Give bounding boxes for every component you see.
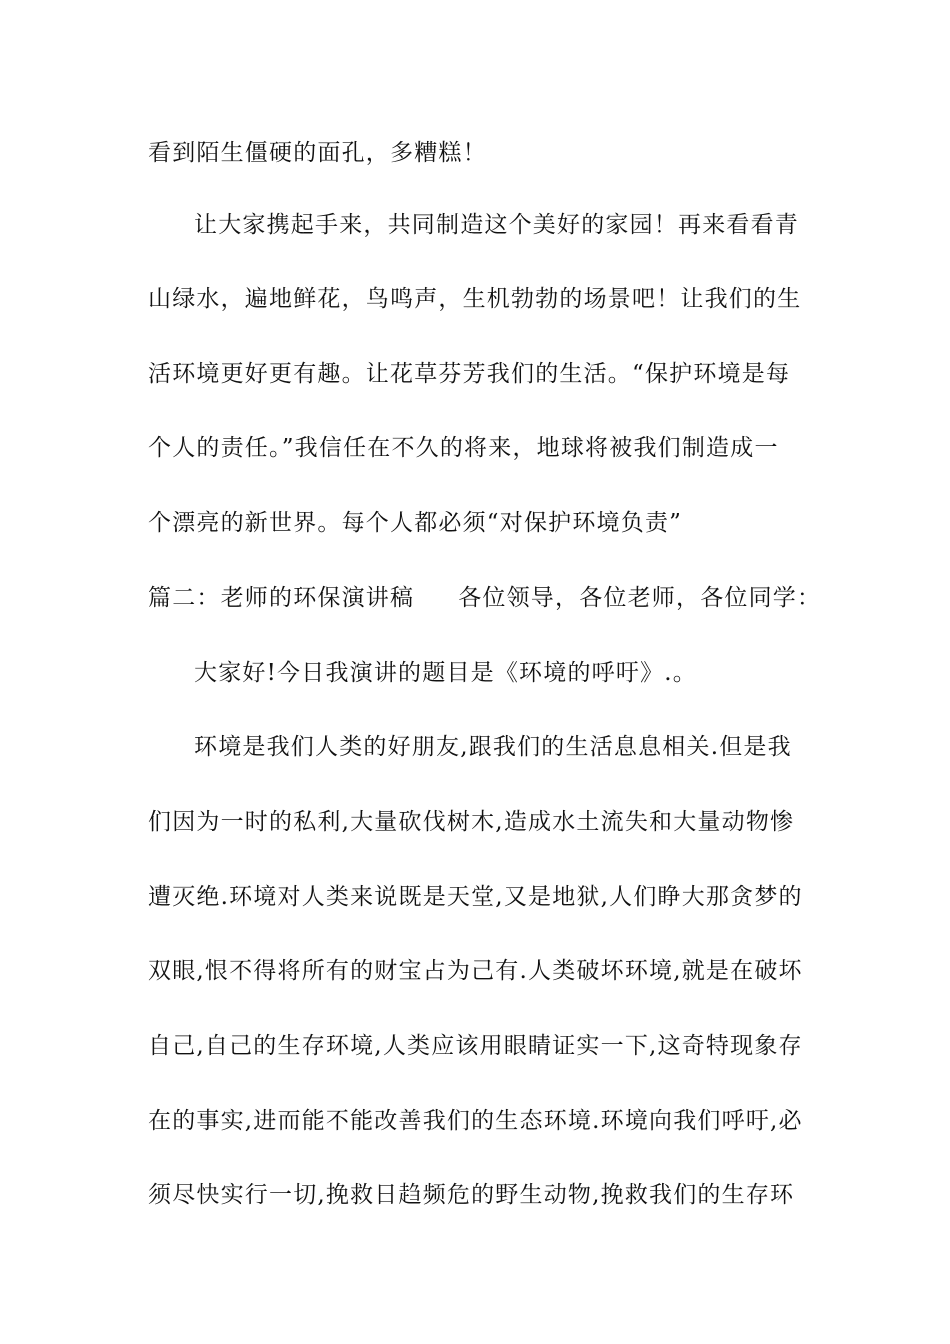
text-line-3: 山绿水，遍地鲜花，鸟鸣声，生机勃勃的场景吧！让我们的生 xyxy=(148,286,802,312)
text-line-2: 让大家携起手来，共同制造这个美好的家园！再来看看青 xyxy=(194,212,799,238)
text-line-14: 在的事实,进而能不能改善我们的生态环境.环境向我们呼吁,必 xyxy=(148,1108,803,1134)
section-title: 篇二：老师的环保演讲稿 xyxy=(148,585,415,611)
section-heading xyxy=(148,583,822,613)
text-line-5: 个人的责任。”我信任在不久的将来，地球将被我们制造成一 xyxy=(148,435,779,461)
text-line-10: 们因为一时的私利,大量砍伐树木,造成水土流失和大量动物惨 xyxy=(148,809,795,835)
text-line-12: 双眼,恨不得将所有的财宝占为己有.人类破坏环境,就是在破坏 xyxy=(148,958,803,984)
text-line-9: 环境是我们人类的好朋友,跟我们的生活息息相关.但是我 xyxy=(194,734,792,760)
text-line-15: 须尽快实行一切,挽救日趋频危的野生动物,挽救我们的生存环 xyxy=(148,1182,795,1208)
text-line-4: 活环境更好更有趣。让花草芬芳我们的生活。“保护环境是每 xyxy=(148,361,791,387)
text-line-8: 大家好!今日我演讲的题目是《环境的呼吁》.。 xyxy=(194,660,697,686)
text-line-1: 看到陌生僵硬的面孔，多糟糕！ xyxy=(148,140,487,166)
text-line-6: 个漂亮的新世界。每个人都必须“对保护环境负责” xyxy=(148,510,683,536)
text-line-11: 遭灭绝.环境对人类来说既是天堂,又是地狱,人们睁大那贪梦的 xyxy=(148,884,803,910)
salutation: 各位领导，各位老师，各位同学： xyxy=(458,585,822,611)
text-line-13: 自己,自己的生存环境,人类应该用眼睛证实一下,这奇特现象存 xyxy=(148,1033,803,1059)
